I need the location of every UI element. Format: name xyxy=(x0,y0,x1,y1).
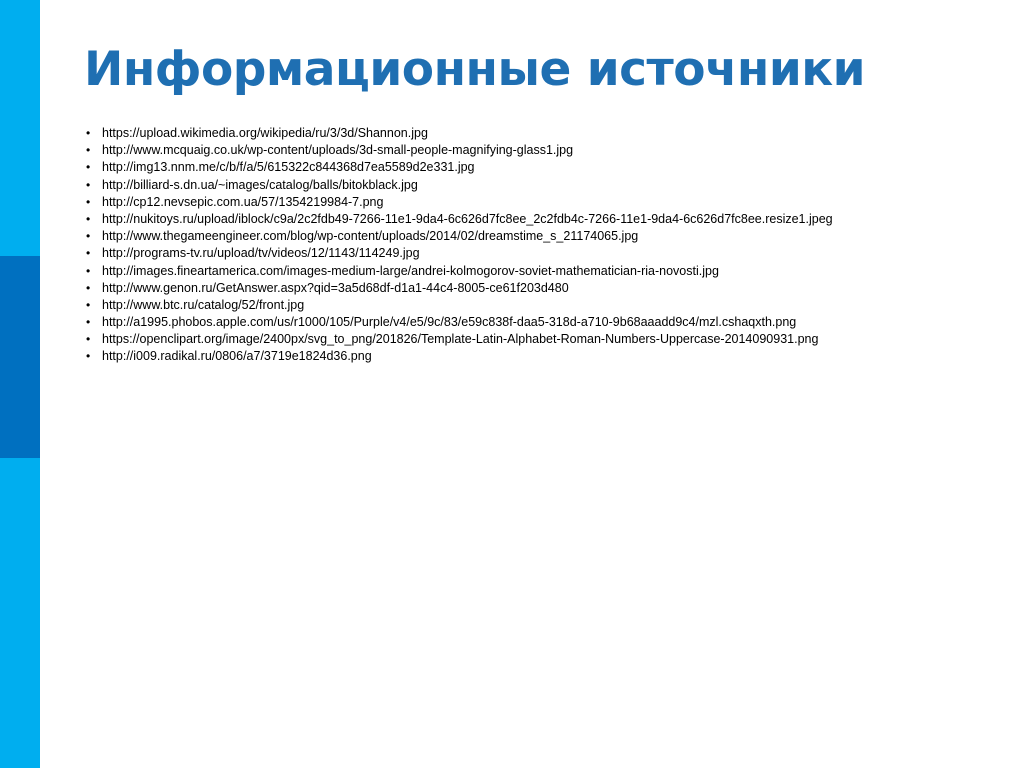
source-url: http://i009.radikal.ru/0806/a7/3719e1824d36.png xyxy=(102,349,372,364)
source-url: http://www.mcquaig.co.uk/wp-content/uploads/3d-small-people-magnifying-glass1.jpg xyxy=(102,143,574,158)
list-item xyxy=(86,159,996,176)
bullet-icon: • xyxy=(86,160,91,175)
bullet-icon: • xyxy=(86,315,91,330)
sources-list xyxy=(86,125,996,366)
bullet-icon: • xyxy=(86,143,91,158)
bullet-icon: • xyxy=(86,126,91,140)
bullet-icon: • xyxy=(86,177,91,192)
slide-title: Информационные источники xyxy=(84,42,866,97)
bullet-icon: • xyxy=(86,229,91,244)
bullet-icon: • xyxy=(86,194,91,209)
list-item xyxy=(86,245,996,262)
bullet-icon: • xyxy=(86,332,91,347)
list-item xyxy=(86,125,996,142)
source-url: http://programs-tv.ru/upload/tv/videos/12/1143/114249.jpg xyxy=(102,246,420,261)
source-url: http://images.fineartamerica.com/images-medium-large/andrei-kolmogorov-soviet-mathematician-ria-novosti.jpg xyxy=(102,263,719,278)
list-item xyxy=(86,263,996,280)
left-bar-accent-block xyxy=(0,256,40,458)
list-item xyxy=(86,211,996,228)
bullet-icon: • xyxy=(86,211,91,226)
list-item xyxy=(86,331,996,348)
list-item xyxy=(86,177,996,194)
source-url: https://upload.wikimedia.org/wikipedia/ru/3/3d/Shannon.jpg xyxy=(102,126,428,140)
source-url: http://a1995.phobos.apple.com/us/r1000/105/Purple/v4/e5/9c/83/e59c838f-daa5-318d-a710-9b68aaadd9c4/mzl.cshaqxth.png xyxy=(102,315,797,330)
list-item xyxy=(86,297,996,314)
source-url: http://img13.nnm.me/c/b/f/a/5/615322c844368d7ea5589d2e331.jpg xyxy=(102,160,475,175)
source-url: http://www.thegameengineer.com/blog/wp-content/uploads/2014/02/dreamstime_s_21174065.jpg xyxy=(102,229,639,244)
bullet-icon: • xyxy=(86,280,91,295)
source-url: https://openclipart.org/image/2400px/svg_to_png/201826/Template-Latin-Alphabet-Roman-Numbers-Uppercase-2014090931.png xyxy=(102,332,819,347)
list-item xyxy=(86,280,996,297)
list-item xyxy=(86,348,996,365)
bullet-icon: • xyxy=(86,263,91,278)
source-url: http://www.btc.ru/catalog/52/front.jpg xyxy=(102,297,305,312)
list-item xyxy=(86,142,996,159)
source-url: http://www.genon.ru/GetAnswer.aspx?qid=3a5d68df-d1a1-44c4-8005-ce61f203d480 xyxy=(102,280,569,295)
list-item xyxy=(86,228,996,245)
source-url: http://nukitoys.ru/upload/iblock/c9a/2c2fdb49-7266-11e1-9da4-6c626d7fc8ee_2c2fdb4c-7266-11e1-9da4-6c626d7fc8ee.resize1.jpeg xyxy=(102,211,833,226)
bullet-icon: • xyxy=(86,297,91,312)
bullet-icon: • xyxy=(86,246,91,261)
bullet-icon: • xyxy=(86,349,91,364)
source-url: http://billiard-s.dn.ua/~images/catalog/balls/bitokblack.jpg xyxy=(102,177,418,192)
list-item xyxy=(86,314,996,331)
source-url: http://cp12.nevsepic.com.ua/57/1354219984-7.png xyxy=(102,194,384,209)
list-item xyxy=(86,194,996,211)
